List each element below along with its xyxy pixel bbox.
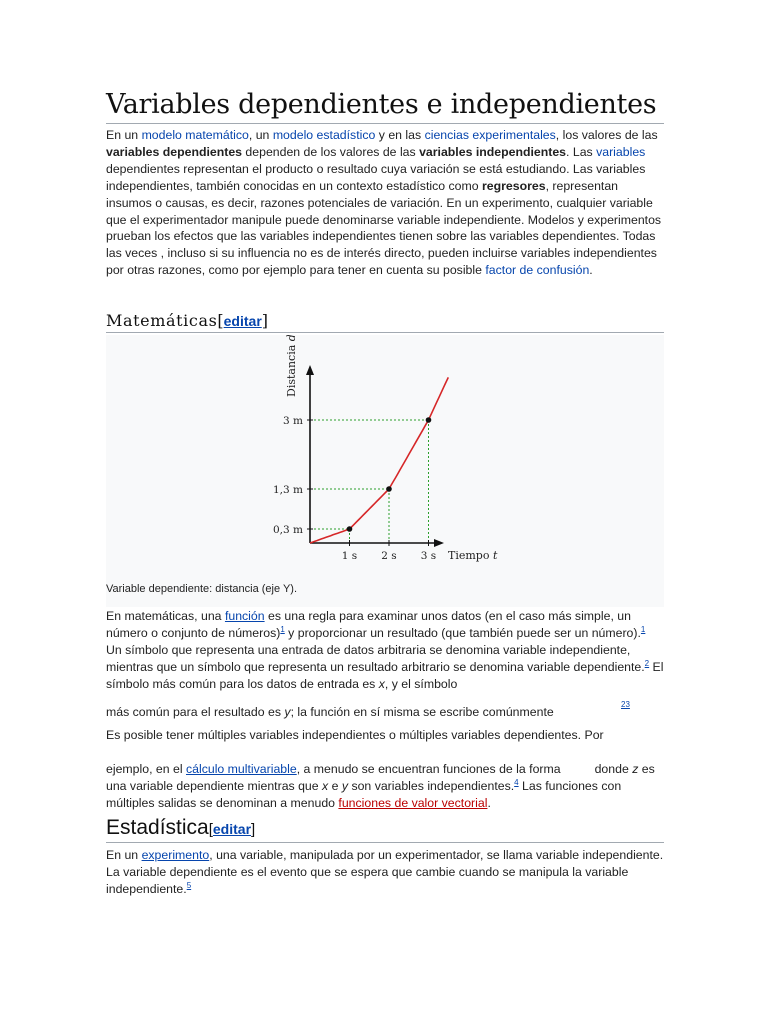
math-line-multiple [106, 727, 664, 744]
title-divider [106, 123, 664, 124]
link-ciencias-experimentales[interactable]: ciencias experimentales [424, 128, 556, 142]
bold-term-independientes: variables independientes [419, 144, 567, 159]
section-heading-estadistica [106, 816, 255, 840]
math-paragraph-multivariable [106, 761, 662, 812]
link-variables[interactable]: variables [596, 144, 646, 159]
footnote-link[interactable]: 23 [621, 699, 630, 709]
x-axis-label [448, 549, 498, 562]
stats-text: , una variable, manipulada por un experimentador, se llama variable independiente. La variable dependiente es el evento que se espera que cambie cuando se manipula la variable independiente. [106, 848, 664, 896]
edit-link-matematicas[interactable]: editar [223, 313, 262, 329]
footnote-link[interactable]: 2 [644, 658, 650, 668]
bold-term-regresores: regresores [481, 178, 546, 193]
x-axis-arrow [434, 539, 444, 547]
data-point [426, 417, 432, 423]
math-text: . [487, 795, 491, 810]
bracket: ] [251, 821, 256, 838]
intro-text: dependen de los valores de las [242, 144, 420, 159]
y-axis-label [285, 335, 298, 397]
y-tick-label: 0,3 m [273, 524, 303, 536]
math-paragraph [106, 608, 664, 693]
intro-paragraph [106, 127, 664, 279]
series-line [310, 377, 448, 543]
page-title: Variables dependientes e independientes [106, 89, 657, 120]
distance-time-chart [106, 335, 664, 607]
footnote-23 [621, 700, 661, 717]
intro-text: , los valores de las [555, 128, 658, 142]
intro-text: . Las [566, 144, 597, 159]
math-text: , y el símbolo [384, 676, 458, 691]
math-text: más común para el resultado es [106, 705, 285, 719]
math-var-z: z [632, 762, 639, 776]
x-axis-var: t [492, 549, 498, 562]
y-tick-label: 3 m [283, 415, 303, 427]
data-point [347, 526, 353, 532]
math-text: y proporcionar un resultado (que también puede ser un número). [284, 625, 641, 640]
section-title: Matemáticas [106, 311, 218, 330]
intro-text: . [589, 263, 593, 278]
figure-container [106, 335, 664, 607]
math-text: Es posible tener múltiples variables independientes o múltiples variables dependientes. Por [106, 728, 604, 742]
math-text: En matemáticas, una [106, 609, 225, 623]
math-text: El símbolo más común para los datos de entrada es [106, 659, 664, 691]
section-heading-matematicas [106, 311, 268, 330]
intro-text: , representan insumos o causas, es decir, razones potenciales de variación. En un experimento, cualquier variable que el experimentador manipule puede denominarse variable independiente. Modelos y experimentos prueban los efectos que las variables independientes tienen sobre las variables dependientes. Todas las veces , incluso si su influencia no es de interés directo, pueden incluirse variables independientes por otras razones, como por ejemplo para tener en cuenta su posible [106, 178, 662, 278]
math-var-y: y [341, 778, 349, 793]
intro-text: dependientes representan el producto o resultado cuya variación se está estudiando. Las variables independientes, también conocidas en un contexto estadístico como [106, 161, 646, 193]
math-var-x: x [378, 676, 385, 691]
math-text: son variables independientes. [348, 778, 515, 793]
stats-paragraph [106, 847, 664, 898]
math-text: ejemplo, en el [106, 762, 186, 776]
link-modelo-matematico[interactable]: modelo matemático [141, 128, 249, 142]
intro-text: , un [248, 128, 273, 142]
footnote-link[interactable]: 4 [514, 777, 519, 787]
footnote-ref[interactable] [187, 881, 191, 890]
intro-text: y en las [375, 128, 425, 142]
math-text: ; la función en sí misma se escribe comúnmente [290, 705, 554, 719]
y-axis-arrow [306, 365, 314, 375]
x-tick-label: 2 s [381, 550, 397, 562]
link-funcion[interactable]: función [224, 609, 265, 623]
bold-term-dependientes: variables dependientes [106, 144, 243, 159]
bracket: ] [261, 311, 269, 330]
footnote-link[interactable]: 1 [280, 624, 285, 634]
intro-text: En un [106, 128, 142, 142]
section-title: Estadística [106, 816, 209, 839]
y-axis-label-text: Distancia [285, 344, 298, 397]
footnote-link[interactable]: 5 [186, 880, 192, 890]
math-text: es una regla para examinar unos datos (en el caso más simple, un número o conjunto de números) [106, 609, 631, 640]
data-point [386, 486, 392, 492]
link-funciones-de-valor-vectorial[interactable]: funciones de valor vectorial [338, 795, 488, 810]
footnote-ref[interactable] [621, 700, 630, 709]
edit-link-estadistica[interactable]: editar [212, 821, 252, 837]
math-text: es una variable dependiente mientras que [106, 762, 655, 793]
footnote-link[interactable]: 1 [640, 624, 646, 634]
math-var-y: y [284, 705, 291, 719]
stats-text: En un [106, 848, 142, 862]
math-text: donde [594, 762, 633, 776]
math-var-x: x [322, 778, 329, 793]
math-line-result [106, 704, 664, 721]
x-tick-label: 3 s [420, 550, 437, 562]
math-text: e [328, 778, 342, 793]
math-text: Un símbolo que representa una entrada de datos arbitraria se denomina variable independiente, mientras que un símbolo que representa un resultado arbitrario se denomina variable dependiente. [106, 642, 645, 674]
math-text: , a menudo se encuentran funciones de la forma [296, 762, 561, 776]
y-tick-label: 1,3 m [273, 484, 303, 496]
bracket: [ [208, 821, 213, 838]
y-axis-var: d [285, 335, 298, 342]
figure-caption: Variable dependiente: distancia (eje Y). [106, 583, 297, 595]
bracket: [ [217, 311, 224, 330]
link-modelo-estadistico[interactable]: modelo estadístico [272, 128, 376, 142]
section-divider [106, 842, 664, 843]
footnote-ref[interactable] [641, 625, 645, 634]
link-factor-de-confusion[interactable]: factor de confusión [485, 263, 590, 278]
link-calculo-multivariable[interactable]: cálculo multivariable [185, 762, 297, 776]
guide-lines [310, 420, 429, 543]
link-experimento[interactable]: experimento [141, 848, 210, 862]
math-text: Las funciones con múltiples salidas se denominan a menudo [106, 778, 622, 810]
x-tick-label: 1 s [341, 550, 358, 562]
x-axis-label-text: Tiempo [448, 549, 490, 562]
section-divider [106, 332, 664, 333]
